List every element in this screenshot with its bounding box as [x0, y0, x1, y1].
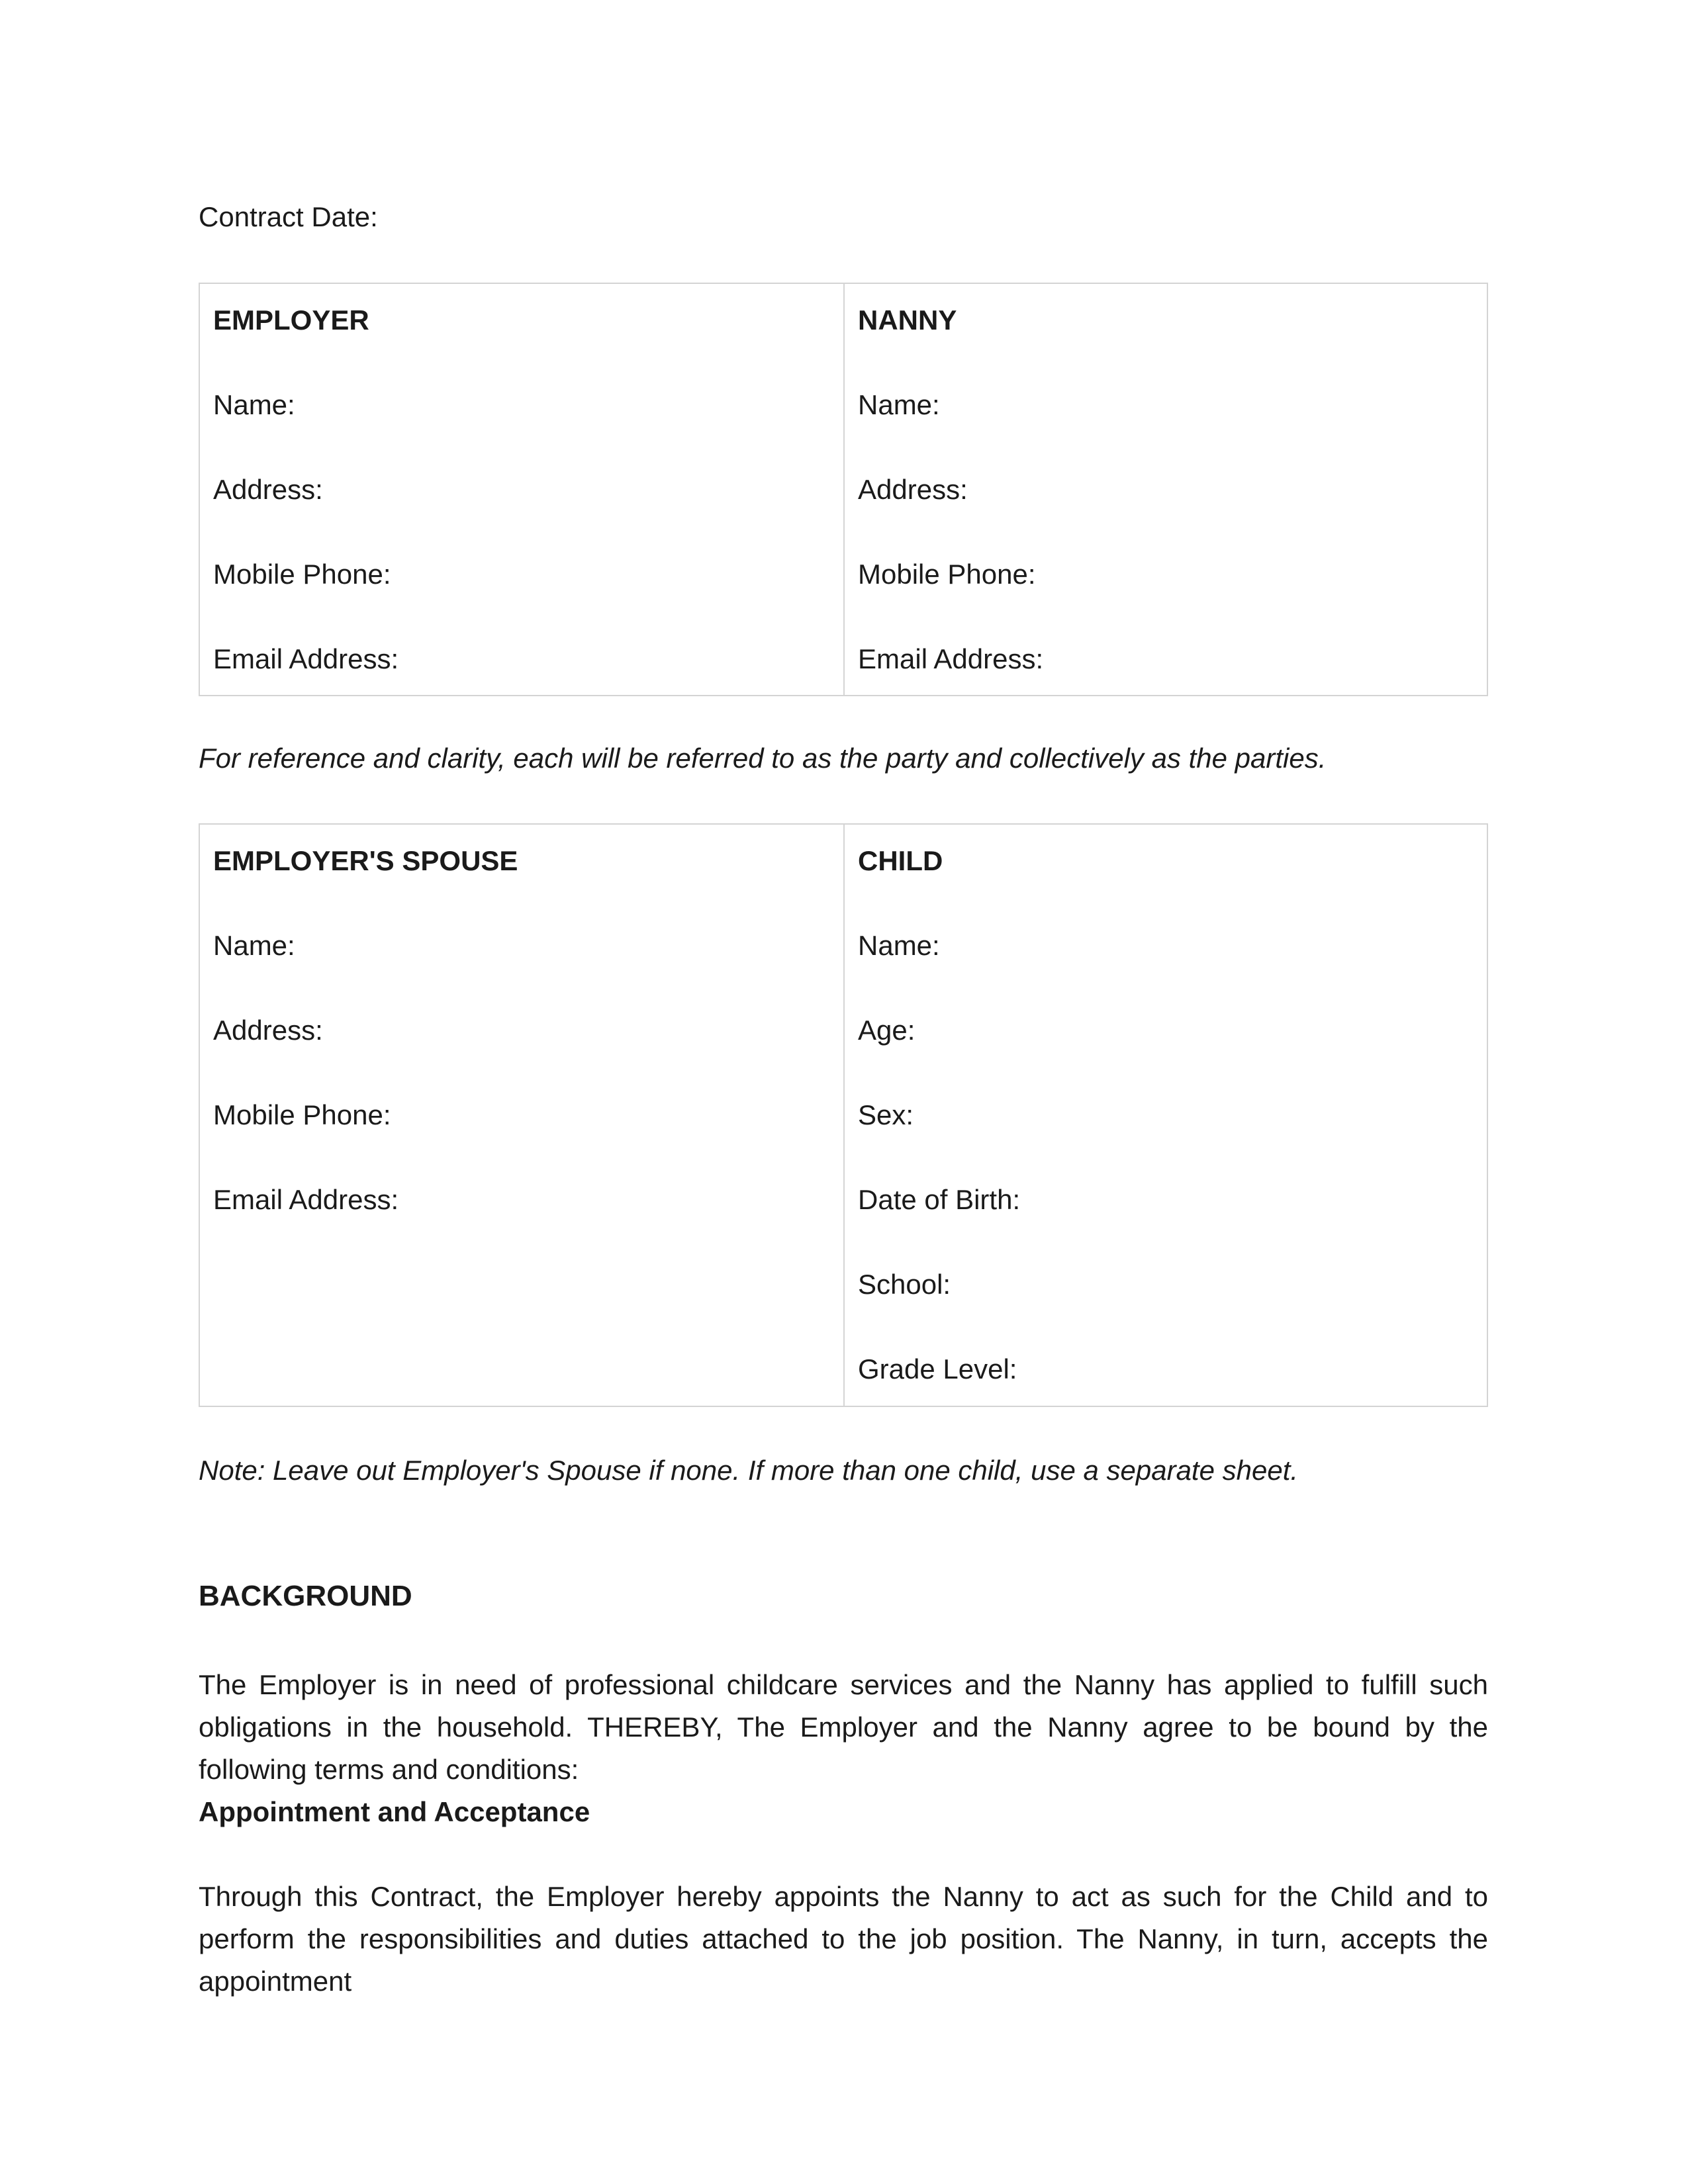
spouse-column [200, 825, 845, 1406]
child-column [845, 825, 1487, 1406]
contract-date-label: Contract Date: [199, 201, 378, 232]
child-age-label: Age: [858, 1015, 915, 1046]
employer-email-label: Email Address: [213, 643, 399, 674]
reference-note: For reference and clarity, each will be referred to as the party and collectively as the parties. [199, 743, 1327, 774]
child-sex-label: Sex: [858, 1099, 914, 1130]
spouse-name-label: Name: [213, 930, 295, 961]
nanny-name-label: Name: [858, 389, 940, 420]
child-heading: CHILD [858, 845, 943, 876]
spouse-heading: EMPLOYER'S SPOUSE [213, 845, 518, 876]
nanny-address-label: Address: [858, 474, 968, 505]
child-grade-label: Grade Level: [858, 1353, 1017, 1385]
employer-address-label: Address: [213, 474, 323, 505]
employer-column [200, 284, 845, 695]
family-table [199, 823, 1488, 1407]
background-heading: BACKGROUND [199, 1580, 412, 1612]
spouse-mobile-label: Mobile Phone: [213, 1099, 391, 1130]
child-name-label: Name: [858, 930, 940, 961]
child-school-label: School: [858, 1269, 951, 1300]
spouse-email-label: Email Address: [213, 1184, 399, 1215]
nanny-email-label: Email Address: [858, 643, 1044, 674]
nanny-mobile-label: Mobile Phone: [858, 559, 1036, 590]
nanny-heading: NANNY [858, 304, 957, 336]
child-dob-label: Date of Birth: [858, 1184, 1021, 1215]
spouse-address-label: Address: [213, 1015, 323, 1046]
background-paragraph: The Employer is in need of professional childcare services and the Nanny has applied to fulfill such obligations in the household. THEREBY, The Employer and the Nanny agree to be bound by the following terms and conditions: [199, 1669, 1488, 1785]
spouse-note: Note: Leave out Employer's Spouse if none. If more than one child, use a separate sheet. [199, 1455, 1299, 1486]
employer-mobile-label: Mobile Phone: [213, 559, 391, 590]
appointment-paragraph: Through this Contract, the Employer hereby appoints the Nanny to act as such for the Child and to perform the responsibilities and duties attached to the job position. The Nanny, in turn, accepts the appointment [199, 1881, 1488, 1997]
employer-name-label: Name: [213, 389, 295, 420]
employer-heading: EMPLOYER [213, 304, 369, 336]
appointment-heading: Appointment and Acceptance [199, 1796, 590, 1827]
parties-table [199, 283, 1488, 696]
nanny-column [845, 284, 1487, 695]
